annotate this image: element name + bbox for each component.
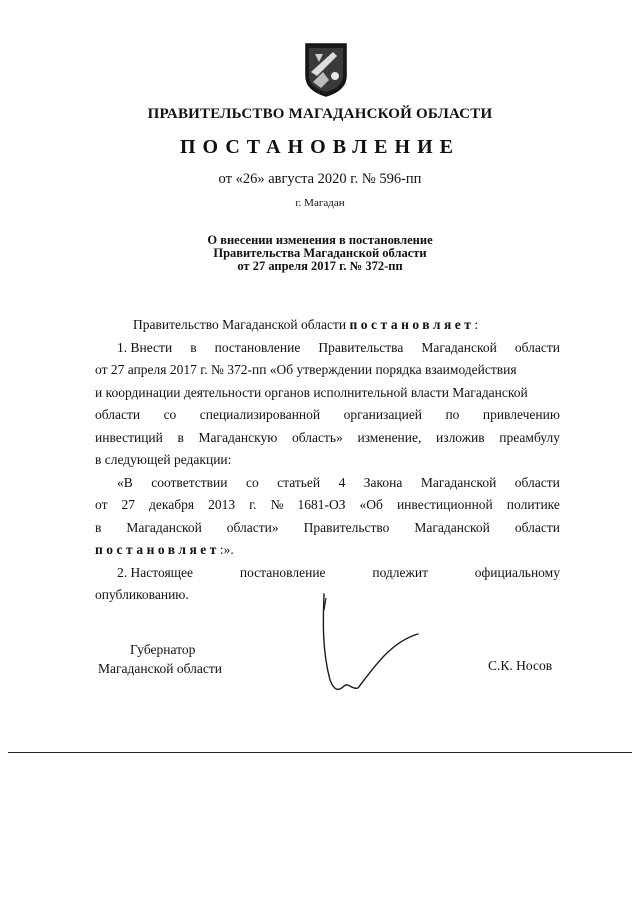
justified-word: 1. Внести xyxy=(117,339,173,355)
justified-word: 1681-ОЗ xyxy=(297,497,346,512)
signatory-name: С.К. Носов xyxy=(488,658,553,673)
item1-line xyxy=(95,404,560,427)
quote-tail: :». xyxy=(219,542,234,557)
justified-word: области xyxy=(514,339,560,355)
item1-line xyxy=(95,359,560,382)
justified-word: Правительства xyxy=(318,339,404,355)
justified-word: область» xyxy=(291,429,343,445)
justified-word: со xyxy=(245,474,259,490)
justified-word: Магаданской xyxy=(414,519,490,535)
document-subject xyxy=(0,234,640,273)
justified-word: по xyxy=(445,407,460,422)
signatory-title-line: Губернатор xyxy=(130,642,196,657)
justified-word: организацией xyxy=(343,407,423,422)
justified-word: Магаданской xyxy=(421,339,497,355)
justified-word: Магаданской xyxy=(126,519,202,535)
item1-line xyxy=(95,427,560,450)
justified-word: статьей xyxy=(277,474,321,490)
justified-word: инвестиций xyxy=(95,429,163,445)
justified-word: «Об xyxy=(359,497,383,512)
coat-of-arms-emblem xyxy=(303,42,349,98)
document-date-number: от «26» августа 2020 г. № 596-пп xyxy=(218,171,422,187)
document-city: г. Магадан xyxy=(295,197,345,209)
justified-word: специализированной xyxy=(199,407,321,422)
item2-line xyxy=(95,562,560,585)
justified-word: преамбулу xyxy=(499,429,560,445)
quote-line xyxy=(95,539,560,562)
justified-word: подлежит xyxy=(372,564,428,580)
justified-word: постановление xyxy=(239,564,326,580)
justified-word: Магаданской xyxy=(420,474,497,490)
document-type-title: ПОСТАНОВЛЕНИЕ xyxy=(180,136,460,158)
intro-lead-text: Правительство Магаданской области xyxy=(133,317,350,332)
signatory-title xyxy=(98,640,222,678)
justified-word: 4 xyxy=(338,474,346,490)
justified-word: в xyxy=(190,339,197,355)
justified-word: Магаданскую xyxy=(198,429,278,445)
item1-line: в следующей редакции: xyxy=(95,452,232,467)
justified-word: 27 xyxy=(121,497,136,512)
justified-word: Правительство xyxy=(303,519,390,535)
intro-decree-word: постановляет xyxy=(349,317,475,332)
justified-word: области xyxy=(514,519,560,535)
justified-word: политике xyxy=(506,497,560,512)
justified-word: соответствии xyxy=(151,474,228,490)
justified-word: инвестиционной xyxy=(396,497,493,512)
justified-word: от 27 апреля 2017 г. № 372-пп «Об утверждении порядка взаимодействия xyxy=(95,362,517,377)
justified-word: со xyxy=(163,407,177,422)
justified-word: изменение, xyxy=(357,429,422,445)
justified-word: области xyxy=(514,474,560,490)
item2-line: опубликованию. xyxy=(95,587,189,602)
intro-tail: : xyxy=(474,317,479,332)
quote-decree-word: постановляет xyxy=(95,542,220,557)
signatory-title-line: Магаданской области xyxy=(98,661,222,676)
justified-word: 2013 xyxy=(208,497,236,512)
quote-line xyxy=(95,494,560,517)
organization-name: ПРАВИТЕЛЬСТВО МАГАДАНСКОЙ ОБЛАСТИ xyxy=(147,106,493,122)
justified-word: в xyxy=(95,519,102,535)
item1-line xyxy=(95,337,560,360)
subject-line: от 27 апреля 2017 г. № 372-пп xyxy=(237,259,403,273)
justified-word: декабря xyxy=(149,497,195,512)
justified-word: г. xyxy=(249,497,257,512)
subject-line: О внесении изменения в постановление xyxy=(207,233,433,247)
document-body xyxy=(95,314,560,607)
quote-line xyxy=(95,472,560,495)
justified-word: в xyxy=(177,429,184,445)
justified-word: «В xyxy=(117,474,133,490)
justified-word: изложив xyxy=(436,429,485,445)
justified-word: Закона xyxy=(363,474,403,490)
justified-word: 2. Настоящее xyxy=(117,564,194,580)
item1-line xyxy=(95,382,560,405)
justified-word: привлечению xyxy=(482,407,560,422)
justified-word: от xyxy=(95,497,108,512)
intro-paragraph xyxy=(95,314,560,337)
justified-word: области xyxy=(95,407,141,422)
page-bottom-rule xyxy=(8,752,632,753)
justified-word: области» xyxy=(226,519,279,535)
quote-line xyxy=(95,517,560,540)
justified-word: и координации деятельности органов исполнительной власти Магаданской xyxy=(95,384,528,400)
justified-word: постановление xyxy=(214,339,301,355)
justified-word: № xyxy=(270,497,284,512)
subject-line: Правительства Магаданской области xyxy=(213,246,427,260)
handwritten-signature xyxy=(310,590,430,700)
justified-word: официальному xyxy=(474,564,560,580)
